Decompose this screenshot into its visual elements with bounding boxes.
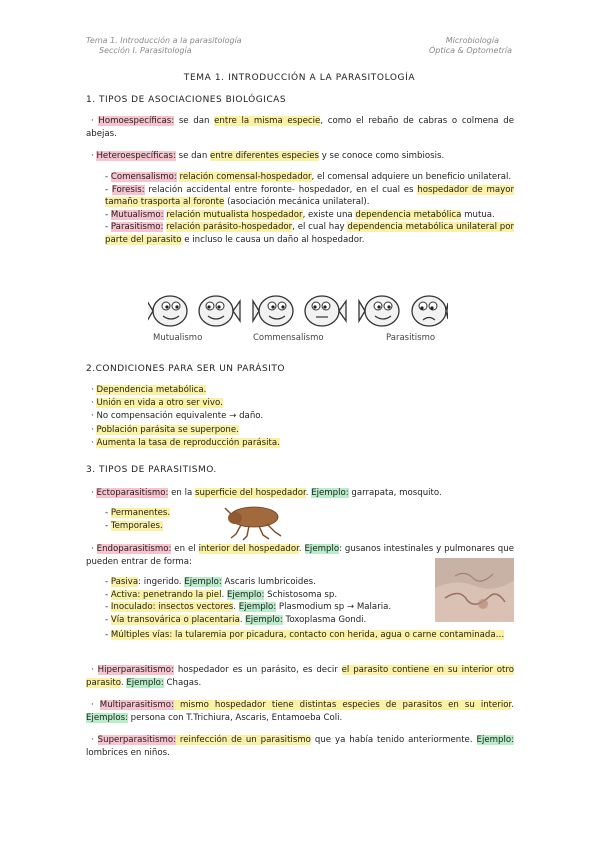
list-item: · Población parásita se superpone. [91,424,239,435]
ecto-types-list [105,507,170,533]
heteroespecificas-term: Heteroespecíficas: [96,151,176,161]
endoparasitismo-paragraph: · Endoparasitismo: en el interior del hospedador. Ejemplo: gusanos intestinales y pulmonares que pueden entrar de forma: [86,544,514,567]
caption-commensalismo: Commensalismo [253,333,324,343]
endo-entry-list [105,576,435,626]
list-item-foresis: - Foresis: relación accidental entre foronte- hospedador, en el cual es hospedador de mayor tamaño trasporta al foronte (asociación mecánica unilateral). [105,184,514,208]
section-3-heading: 3. TIPOS DE PARASITISMO. [86,465,217,475]
hiperparasitismo-term: Hiperparasitismo: [97,665,174,675]
superparasitismo-paragraph: · Superparasitismo: reinfección de un parasitismo que ya había tenido anteriormente. Ejemplo: lombrices en niños. [86,735,514,758]
asociaciones-list [105,171,514,247]
list-item: · Aumenta la tasa de reproducción parásita. [91,437,280,448]
condiciones-list [91,384,280,450]
list-item: · Unión en vida a otro ser vivo. [91,398,223,409]
list-item-transovarica: - Vía transovárica o placentaria. Ejemplo: Toxoplasma Gondi. [105,614,367,625]
endoparasitismo-term: Endoparasitismo: [96,544,172,554]
section-2-heading: 2.CONDICIONES PARA SER UN PARÁSITO [86,364,285,374]
header-left [86,36,242,56]
list-item: - Temporales. [105,521,163,531]
heteroespecificas-paragraph: · Heteroespecíficas: se dan entre diferentes especies y se conoce como simbiosis. [91,151,445,161]
list-item: · Dependencia metabólica. [91,385,207,395]
homoespecificas-paragraph: · Homoespecíficas: se dan entre la misma especie, como el rebaño de cabras o colmena de abejas. [86,116,514,139]
ectoparasitismo-term: Ectoparasitismo: [96,488,169,498]
superparasitismo-term: Superparasitismo: [97,735,176,745]
list-item-multiples-vias: - Múltiples vías: la tularemia por picadura, contacto con herida, agua o carne contaminada… [105,630,505,640]
header-right [429,36,512,56]
list-item-inoculado: - Inoculado: insectos vectores. Ejemplo: Plasmodium sp → Malaria. [105,602,392,613]
list-item-mutualismo: - Mutualismo: relación mutualista hospedador, existe una dependencia metabólica mutua. [105,209,495,220]
list-item: · No compensación equivalente → daño. [91,411,264,422]
skin-infection-image-icon [435,558,514,622]
caption-mutualismo: Mutualismo [153,333,203,343]
caption-parasitismo: Parasitismo [386,333,436,343]
list-item-pasiva: - Pasiva: ingerido. Ejemplo: Ascaris lumbricoides. [105,577,316,587]
fish-illustration [148,285,448,347]
multiparasitismo-term: Multiparasitismo: [99,700,174,710]
page-title: TEMA 1. INTRODUCCIÓN A LA PARASITOLOGÍA [183,73,416,83]
hiperparasitismo-paragraph: · Hiperparasitismo: hospedador es un parásito, es decir el parasito contiene en su interior otro parasito. Ejemplo: Chagas. [86,665,514,688]
header-topic: Tema 1. Introducción a la parasitología [86,36,242,45]
header-degree: Óptica & Optometría [428,46,512,55]
homoespecificas-term: Homoespecíficas: [98,116,175,126]
list-item-activa: - Activa: penetrando la piel. Ejemplo: Schistosoma sp. [105,589,338,600]
header-subject: Microbiología [445,36,499,45]
fish-drawing-icon [148,285,448,335]
flea-image-icon [223,500,285,542]
list-item-parasitismo: - Parasitismo: relación parásito-hospedador, el cual hay dependencia metabólica unilateral por parte del parasito e incluso le causa un daño al hospedador. [105,222,514,245]
ectoparasitismo-paragraph: · Ectoparasitismo: en la superficie del hospedador. Ejemplo: garrapata, mosquito. [91,488,442,498]
list-item: - Permanentes. [105,508,171,518]
list-item-comensalismo: - Comensalismo: relación comensal-hospedador, el comensal adquiere un beneficio unilateral. [105,172,512,182]
section-1-heading: 1. TIPOS DE ASOCIACIONES BIOLÓGICAS [86,95,287,105]
header-section: Sección I. Parasitología [99,46,192,55]
multiparasitismo-paragraph: · Multiparasitismo: mismo hospedador tiene distintas especies de parasitos en su interior. Ejemplos: persona con T.Trichiura, Ascaris, Entamoeba Coli. [86,700,514,723]
